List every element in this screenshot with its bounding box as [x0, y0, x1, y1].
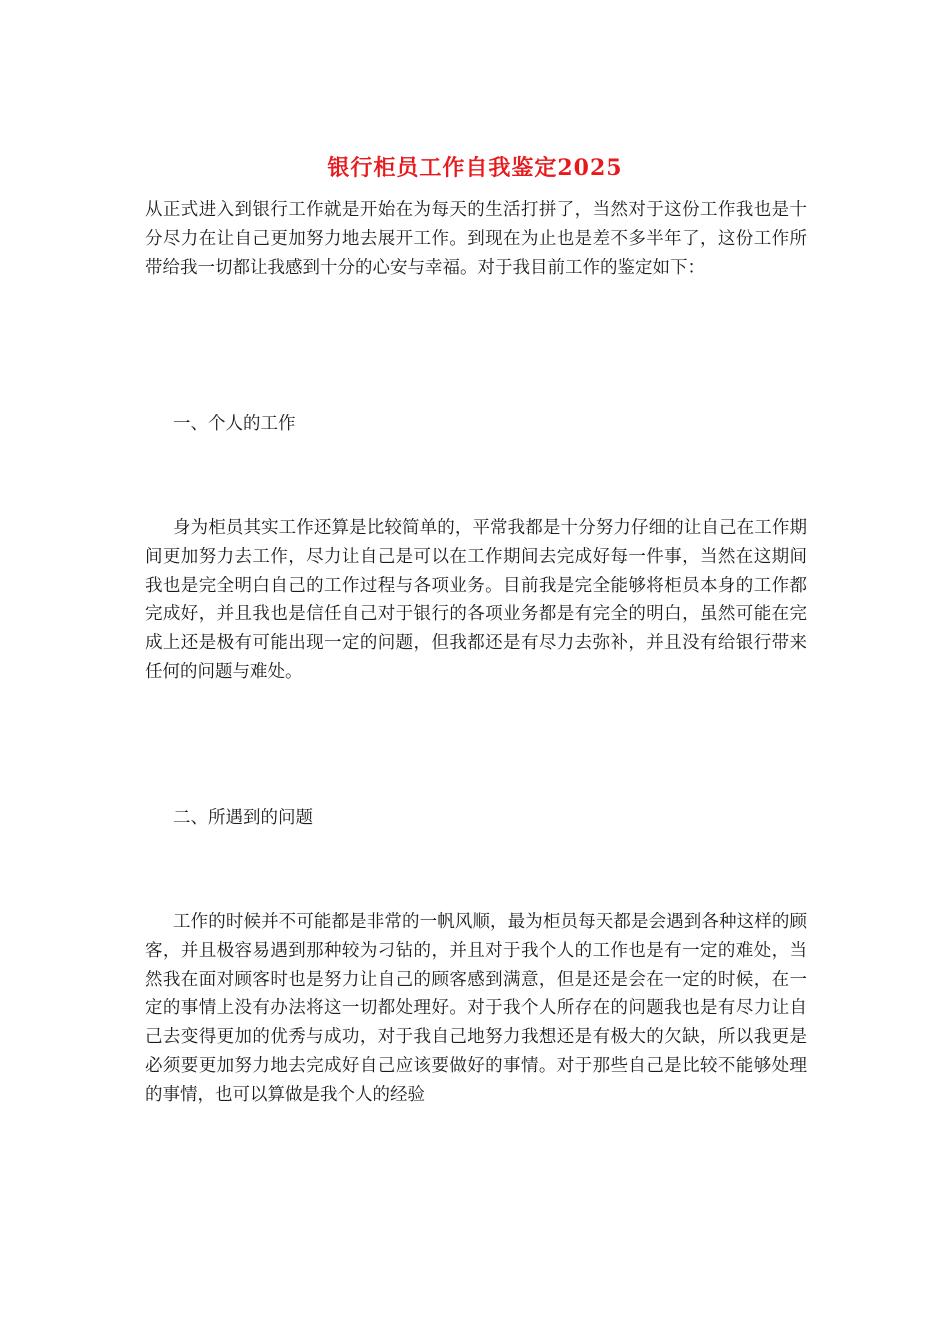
document-title: 银行柜员工作自我鉴定2025	[327, 155, 623, 181]
section-body-problems: 工作的时候并不可能都是非常的一帆风顺，最为柜员每天都是会遇到各种这样的顾客，并且极容易遇到那种较为刁钻的，并且对于我个人的工作也是有一定的难处，当然我在面对顾客时也是努力让自己的顾客感到满意，但是还是会在一定的时候，在一定的事情上没有办法将这一切都处理好。对于我个人所存在的问题我也是有尽力让自己去变得更加的优秀与成功，对于我自己地努力我想还是有极大的欠缺，所以我更是必须要更加努力地去完成好自己应该要做好的事情。对于那些自己是比较不能够处理的事情，也可以算做是我个人的经验	[145, 912, 807, 1105]
intro-paragraph: 从正式进入到银行工作就是开始在为每天的生活打拼了，当然对于这份工作我也是十分尽力在让自己更加努力地去展开工作。到现在为止也是差不多半年了，这份工作所带给我一切都让我感到十分的心安与幸福。对于我目前工作的鉴定如下：	[145, 200, 807, 278]
section-heading-personal-work: 一、个人的工作	[173, 414, 296, 434]
section-body-personal-work: 身为柜员其实工作还算是比较简单的，平常我都是十分努力仔细的让自己在工作期间更加努力去工作，尽力让自己是可以在工作期间去完成好每一件事，当然在这期间我也是完全明白自己的工作过程与各项业务。目前我是完全能够将柜员本身的工作都完成好，并且我也是信任自己对于银行的各项业务都是有完全的明白，虽然可能在完成上还是极有可能出现一定的问题，但我都还是有尽力去弥补，并且没有给银行带来任何的问题与难处。	[145, 518, 807, 682]
section-heading-problems: 二、所遇到的问题	[173, 808, 313, 828]
